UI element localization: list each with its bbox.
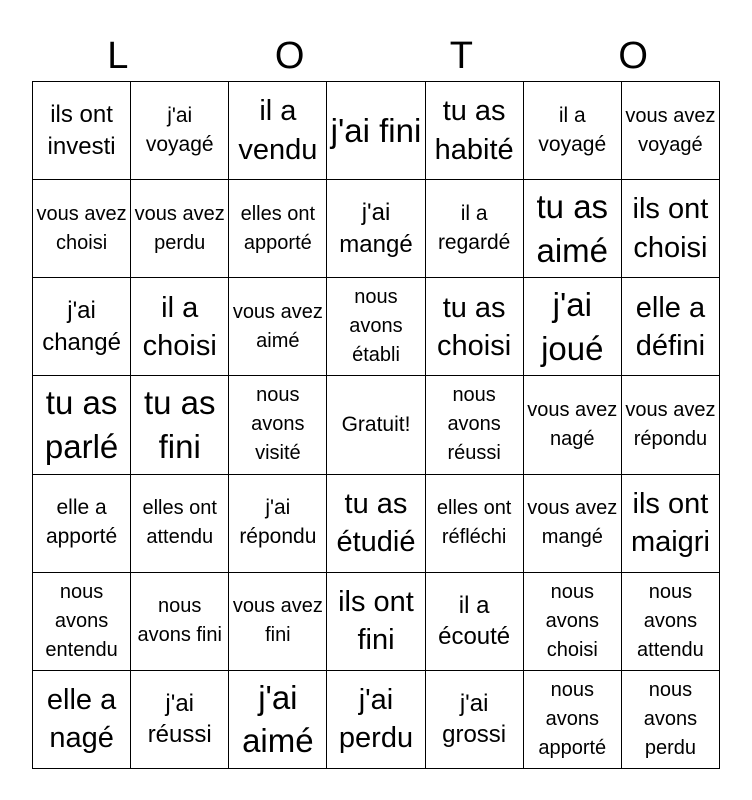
bingo-cell[interactable] xyxy=(426,475,524,573)
cell-label: vous avez mangé xyxy=(527,497,618,549)
bingo-cell[interactable] xyxy=(229,82,327,180)
cell-label: j'ai fini xyxy=(330,111,422,149)
cell-label: j'ai aimé xyxy=(242,678,314,760)
bingo-cell[interactable] xyxy=(131,180,229,278)
cell-label: nous avons apporté xyxy=(538,678,607,759)
cell-label: j'ai répondu xyxy=(239,496,317,549)
cell-label: j'ai joué xyxy=(541,286,604,367)
cell-label: j'ai réussi xyxy=(147,689,212,749)
cell-label: il a écouté xyxy=(438,591,511,651)
bingo-cell[interactable] xyxy=(622,475,720,573)
cell-label: ils ont choisi xyxy=(632,193,709,264)
bingo-cell[interactable] xyxy=(327,475,425,573)
cell-label: tu as parlé xyxy=(44,384,119,465)
bingo-cell[interactable] xyxy=(524,671,622,769)
bingo-cell[interactable] xyxy=(426,278,524,376)
cell-label: vous avez nagé xyxy=(527,398,618,450)
cell-label: j'ai perdu xyxy=(338,684,414,755)
cell-label: nous avons choisi xyxy=(545,580,599,661)
bingo-cell[interactable] xyxy=(33,278,131,376)
cell-label: elle a défini xyxy=(635,291,706,362)
bingo-cell[interactable] xyxy=(622,573,720,671)
cell-label: j'ai mangé xyxy=(339,199,413,258)
free-space-label: Gratuit! xyxy=(341,412,411,436)
bingo-cell[interactable] xyxy=(33,671,131,769)
cell-label: tu as étudié xyxy=(336,487,416,559)
bingo-cell[interactable] xyxy=(524,376,622,474)
bingo-cell[interactable] xyxy=(229,475,327,573)
cell-label: ils ont fini xyxy=(338,586,414,657)
bingo-board xyxy=(32,81,720,769)
cell-label: vous avez voyagé xyxy=(625,104,716,156)
bingo-cell[interactable] xyxy=(229,278,327,376)
bingo-cell[interactable] xyxy=(327,278,425,376)
header-letter: O xyxy=(274,35,305,77)
cell-label: ils ont investi xyxy=(47,100,116,160)
bingo-cell[interactable] xyxy=(524,573,622,671)
bingo-cell[interactable] xyxy=(229,180,327,278)
bingo-cell[interactable] xyxy=(229,573,327,671)
cell-label: tu as aimé xyxy=(536,188,609,269)
bingo-cell[interactable] xyxy=(426,573,524,671)
bingo-cell[interactable] xyxy=(131,475,229,573)
bingo-cell[interactable] xyxy=(33,376,131,474)
bingo-cell[interactable] xyxy=(622,82,720,180)
cell-label: nous avons visité xyxy=(251,384,305,465)
cell-label: elles ont apporté xyxy=(240,202,316,254)
bingo-header xyxy=(32,30,719,82)
cell-label: elle a nagé xyxy=(46,684,117,755)
cell-label: il a vendu xyxy=(238,95,318,166)
cell-label: vous avez choisi xyxy=(36,202,127,254)
cell-label: elles ont réfléchi xyxy=(436,497,512,549)
bingo-cell[interactable] xyxy=(524,278,622,376)
cell-label: elle a apporté xyxy=(45,496,118,549)
bingo-cell[interactable] xyxy=(131,278,229,376)
bingo-cell[interactable] xyxy=(131,82,229,180)
bingo-cell[interactable] xyxy=(229,671,327,769)
cell-label: tu as fini xyxy=(143,384,216,465)
cell-label: nous avons attendu xyxy=(637,580,704,661)
bingo-cell[interactable] xyxy=(327,573,425,671)
header-letter: T xyxy=(449,35,473,77)
cell-label: tu as choisi xyxy=(437,291,512,362)
cell-label: il a voyagé xyxy=(538,103,607,156)
bingo-cell[interactable] xyxy=(33,180,131,278)
header-letter: L xyxy=(107,35,129,77)
cell-label: nous avons entendu xyxy=(45,580,118,661)
cell-label: nous avons perdu xyxy=(643,678,698,759)
bingo-cell[interactable] xyxy=(622,180,720,278)
cell-label: j'ai grossi xyxy=(442,689,507,749)
bingo-cell[interactable] xyxy=(33,82,131,180)
free-space-cell[interactable] xyxy=(327,376,425,474)
cell-label: j'ai voyagé xyxy=(145,103,214,156)
bingo-cell[interactable] xyxy=(622,671,720,769)
cell-label: vous avez fini xyxy=(232,595,323,647)
cell-label: nous avons établi xyxy=(349,286,403,367)
cell-label: nous avons réussi xyxy=(447,384,501,465)
header-letter: O xyxy=(618,35,648,77)
cell-label: il a regardé xyxy=(437,201,511,254)
bingo-cell[interactable] xyxy=(524,475,622,573)
bingo-cell[interactable] xyxy=(426,376,524,474)
cell-label: j'ai changé xyxy=(42,297,121,356)
bingo-cell[interactable] xyxy=(229,376,327,474)
bingo-cell[interactable] xyxy=(426,671,524,769)
cell-label: nous avons fini xyxy=(137,595,222,647)
bingo-cell[interactable] xyxy=(131,376,229,474)
bingo-cell[interactable] xyxy=(327,671,425,769)
cell-label: vous avez aimé xyxy=(232,300,323,352)
cell-label: vous avez perdu xyxy=(134,202,225,254)
bingo-cell[interactable] xyxy=(131,573,229,671)
bingo-cell[interactable] xyxy=(524,82,622,180)
bingo-cell[interactable] xyxy=(131,671,229,769)
cell-label: ils ont maigri xyxy=(630,487,710,559)
bingo-cell[interactable] xyxy=(33,475,131,573)
cell-label: vous avez répondu xyxy=(625,398,716,450)
bingo-cell[interactable] xyxy=(327,82,425,180)
bingo-cell[interactable] xyxy=(426,180,524,278)
bingo-cell[interactable] xyxy=(622,278,720,376)
bingo-cell[interactable] xyxy=(524,180,622,278)
cell-label: tu as habité xyxy=(434,95,514,166)
cell-label: elles ont attendu xyxy=(142,497,217,549)
bingo-cell[interactable] xyxy=(327,180,425,278)
cell-label: il a choisi xyxy=(142,291,217,362)
bingo-cell[interactable] xyxy=(426,82,524,180)
bingo-cell[interactable] xyxy=(622,376,720,474)
bingo-cell[interactable] xyxy=(33,573,131,671)
